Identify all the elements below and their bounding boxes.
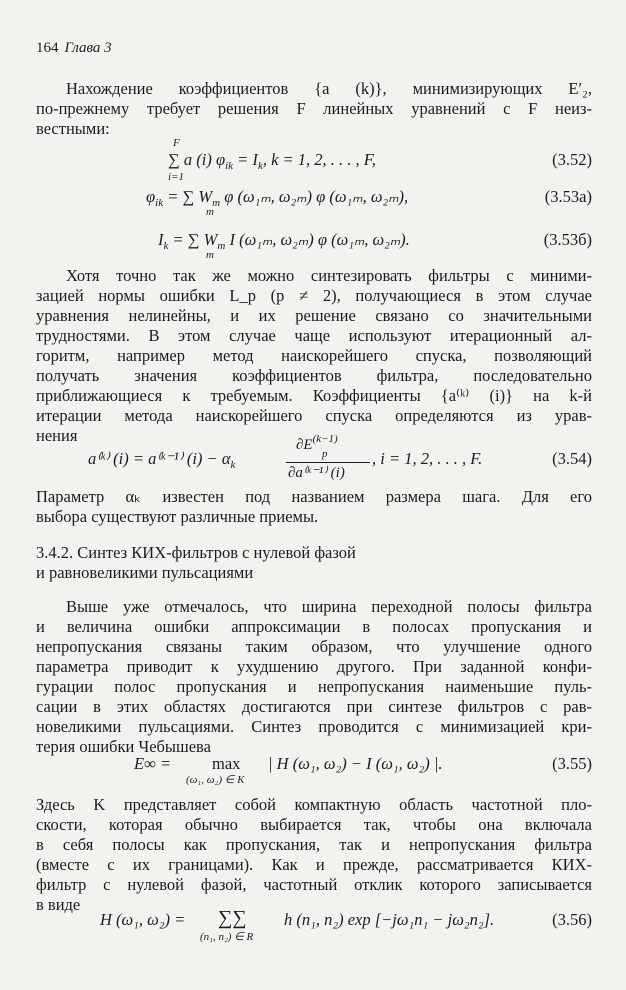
para5-line: Здесь K представляет собой компактную область частотной пло- — [36, 795, 592, 814]
equation-number: (3.55) — [552, 754, 592, 773]
para1-line: по-прежнему требует решения F линейных уравнений с F неиз- — [36, 99, 592, 118]
fraction-denominator: ∂a⁽ᵏ⁻¹⁾ (i) — [288, 465, 345, 481]
equation-body: ∑ a (i) $\varphi_{ik} = I_k$, k = 1, 2, . . . , F, — [168, 150, 376, 172]
page-number: 164 — [36, 40, 59, 56]
para4-line: непропускания связаны таким образом, что улучшение одного — [36, 637, 592, 656]
equation-rhs: h (n₁, n₂) exp [−jω₁n₁ − jω₂n₂]. — [284, 910, 495, 929]
para2-line: зацией нормы ошибки L_p (p ≠ 2), получающиеся в этом случае — [36, 286, 592, 305]
para5-line: фильтр с нулевой фазой, частотный отклик которого записывается — [36, 875, 592, 894]
sum-upper-limit: F — [173, 137, 180, 149]
numerator-subscript: p — [322, 448, 328, 460]
para4-line: новеликими пульсациями. Синтез проводится с минимизацией кри- — [36, 717, 592, 736]
equation-number: (3.54) — [552, 449, 592, 468]
para5-line: в виде — [36, 895, 81, 914]
para2-line: получать значения коэффициентов фильтра, последовательно — [36, 366, 592, 385]
para2-line: трудностями. В этом случае чаще используют итерационный ал- — [36, 326, 592, 345]
para2-line: Хотя точно так же можно синтезировать фильтры с миними- — [66, 266, 592, 285]
para4-line: и величина ошибки аппроксимации в полосах пропускания и — [36, 617, 592, 636]
para2-line: приближающиеся к требуемым. Коэффициенты {a⁽ᵏ⁾ (i)} на k-й — [36, 386, 592, 405]
section-heading: 3.4.2. Синтез КИХ-фильтров с нулевой фазой — [36, 543, 356, 562]
fraction-numerator: $\partial E^{(k-1)}$ — [296, 433, 338, 453]
equation-body: $I_k$ = ∑ $W_m$ I (ω₁ₘ, ω₂ₘ) φ (ω₁ₘ, ω₂ₘ). — [158, 230, 410, 252]
chapter-label: Глава 3 — [64, 40, 112, 56]
equation-lhs: a⁽ᵏ⁾ (i) = a⁽ᵏ⁻¹⁾ $(i) - \alpha_k$ — [88, 449, 236, 471]
equation-number: (3.53б) — [543, 230, 592, 249]
sum-subscript: (n₁, n₂) ∈ R — [200, 931, 254, 943]
para1-line: Нахождение коэффициентов {a (k)}, минимизирующих E′₂, — [66, 79, 592, 98]
para5-line: (вместе с их границами). Как и прежде, рассматривается КИХ- — [36, 855, 592, 874]
max-operator: max — [212, 754, 241, 773]
para4-line: терия ошибки Чебышева — [36, 737, 211, 756]
sum-lower-limit: i=1 — [168, 171, 184, 183]
section-heading: и равновеликими пульсациями — [36, 563, 254, 582]
para4-line: гурации полос пропускания и непропускания наименьшие пуль- — [36, 677, 592, 696]
equation-number: (3.56) — [552, 910, 592, 929]
para2-line: нения — [36, 426, 78, 445]
para4-line: сации в этих областях достигаются при синтезе фильтров с рав- — [36, 697, 592, 716]
equation-lhs: H (ω₁, ω₂) = — [100, 910, 186, 929]
para5-line: в себя полосы как пропускания, так и непропускания фильтра — [36, 835, 592, 854]
para4-line: Выше уже отмечалось, что ширина переходной полосы фильтра — [66, 597, 592, 616]
equation-tail: , i = 1, 2, . . . , F. — [372, 449, 483, 468]
max-subscript: (ω₁, ω₂) ∈ K — [186, 774, 245, 786]
para3-line: выбора существуют различные приемы. — [36, 507, 319, 526]
equation-rhs: | H (ω₁, ω₂) − I (ω₁, ω₂) |. — [268, 754, 443, 773]
sum-lower-limit: m — [206, 249, 214, 261]
para1-line: вестными: — [36, 119, 110, 138]
double-sum-symbol: ∑∑ — [218, 907, 247, 929]
equation-number: (3.53а) — [544, 187, 592, 206]
para2-line: уравнения нелинейны, и их решение связано со значительными — [36, 306, 592, 325]
para2-line: горитм, например метод наискорейшего спуска, позволяющий — [36, 346, 592, 365]
para5-line: скости, которая обычно выбирается так, чтобы она включала — [36, 815, 592, 834]
sum-lower-limit: m — [206, 206, 214, 218]
para2-line: итерации метода наискорейшего спуска определяются из урав- — [36, 406, 592, 425]
para4-line: параметра приводит к ухудшению другого. При заданной конфи- — [36, 657, 592, 676]
equation-body: $\varphi_{ik}$ = ∑ $W_m$ φ (ω₁ₘ, ω₂ₘ) φ (ω₁ₘ, ω₂ₘ), — [146, 187, 409, 209]
equation-lhs: E∞ = — [134, 754, 172, 773]
running-header — [36, 38, 592, 58]
equation-number: (3.52) — [552, 150, 592, 169]
para3-line: Параметр αₖ известен под названием размера шага. Для его — [36, 487, 592, 506]
